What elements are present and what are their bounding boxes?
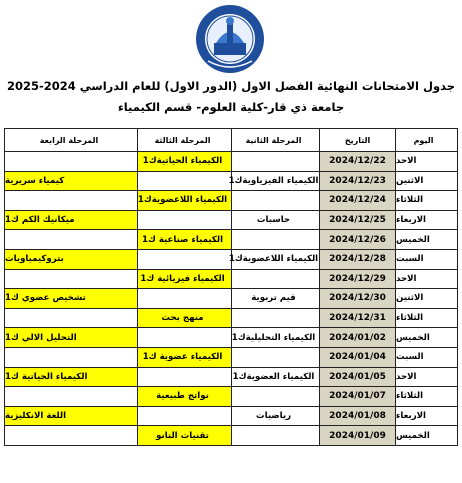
cell-second-stage [232,309,320,329]
cell-date: 2024/12/24 [320,191,396,211]
cell-second-stage [232,152,320,172]
cell-fourth-stage: ميكانيك الكم ك1 [4,211,138,231]
cell-day: السبت [396,348,458,368]
cell-second-stage [232,426,320,446]
cell-third-stage: الكيمياء فيزيائية ك1 [138,270,232,290]
cell-fourth-stage [4,230,138,250]
table-row [4,368,458,388]
table-header-row [4,128,458,152]
cell-date: 2024/12/30 [320,289,396,309]
university-department-subtitle: جامعة ذي قار-كلية العلوم- قسم الكيمياء [117,100,345,114]
cell-fourth-stage [4,191,138,211]
schedule-title: جدول الامتحانات النهائية الفصل الاول (الدور الاول) للعام الدراسي 2024-2025 [6,79,456,93]
cell-date: 2024/12/29 [320,270,396,290]
cell-fourth-stage: التحليل الالي ك1 [4,328,138,348]
cell-second-stage: الكيمياء العضويةك1 [232,368,320,388]
header-day: اليوم [396,128,458,152]
header-second-stage: المرحلة الثانية [232,128,320,152]
cell-day: الخميس [396,328,458,348]
cell-second-stage [232,191,320,211]
cell-third-stage [138,211,232,231]
cell-date: 2024/12/26 [320,230,396,250]
header-third-stage: المرحلة الثالثة [138,128,232,152]
table-row [4,250,458,270]
cell-third-stage: نواتج طبيعية [138,387,232,407]
cell-date: 2024/01/04 [320,348,396,368]
table-row [4,328,458,348]
table-row [4,289,458,309]
cell-third-stage: الكيمياء عضوية ك1 [138,348,232,368]
cell-date: 2024/12/31 [320,309,396,329]
cell-second-stage: حاسبات [232,211,320,231]
cell-fourth-stage [4,152,138,172]
cell-second-stage [232,348,320,368]
cell-fourth-stage [4,270,138,290]
cell-day: الاثنين [396,289,458,309]
cell-date: 2024/12/25 [320,211,396,231]
university-logo [186,3,274,76]
table-row [4,152,458,172]
cell-second-stage [232,270,320,290]
cell-fourth-stage: بتروكيمياويات [4,250,138,270]
cell-day: الثلاثاء [396,309,458,329]
cell-third-stage [138,368,232,388]
cell-second-stage: الكيمياء التحليليةك1 [232,328,320,348]
table-row [4,309,458,329]
table-row [4,270,458,290]
cell-day: الاثنين [396,172,458,192]
cell-third-stage: الكيمياء صناعية ك1 [138,230,232,250]
cell-third-stage [138,250,232,270]
cell-second-stage [232,230,320,250]
cell-second-stage: الكيمياء اللاعضويةك1 [232,250,320,270]
cell-fourth-stage: تشخيص عضوي ك1 [4,289,138,309]
cell-date: 2024/12/23 [320,172,396,192]
cell-day: الخميس [396,426,458,446]
table-row [4,230,458,250]
cell-third-stage [138,407,232,427]
cell-day: الاحد [396,270,458,290]
cell-date: 2024/01/07 [320,387,396,407]
cell-day: الثلاثاء [396,387,458,407]
cell-day: الاربعاء [396,211,458,231]
table-row [4,426,458,446]
cell-date: 2024/01/05 [320,368,396,388]
cell-second-stage: الكيمياء الفيزياويةك1 [232,172,320,192]
cell-day: الخميس [396,230,458,250]
cell-third-stage [138,289,232,309]
cell-fourth-stage [4,348,138,368]
table-row [4,211,458,231]
cell-day: السبت [396,250,458,270]
cell-third-stage [138,328,232,348]
cell-fourth-stage [4,426,138,446]
cell-day: الاحد [396,152,458,172]
table-row [4,407,458,427]
cell-date: 2024/01/09 [320,426,396,446]
exam-schedule-table [4,128,458,446]
cell-date: 2024/12/28 [320,250,396,270]
cell-fourth-stage [4,387,138,407]
cell-date: 2024/01/08 [320,407,396,427]
table-row [4,191,458,211]
cell-third-stage: منهج بحث [138,309,232,329]
cell-fourth-stage: كيمياء سريرية [4,172,138,192]
cell-day: الاحد [396,368,458,388]
table-row [4,172,458,192]
cell-second-stage [232,387,320,407]
cell-date: 2024/12/22 [320,152,396,172]
cell-third-stage: الكيمياء اللاعضويةك1 [138,191,232,211]
cell-day: الثلاثاء [396,191,458,211]
table-row [4,387,458,407]
cell-day: الاربعاء [396,407,458,427]
cell-third-stage [138,172,232,192]
cell-third-stage: الكيمياء الحياتيةك1 [138,152,232,172]
table-row [4,348,458,368]
cell-second-stage: قيم تربوية [232,289,320,309]
cell-date: 2024/01/02 [320,328,396,348]
cell-fourth-stage: الكيمياء الحياتية ك1 [4,368,138,388]
header-date: التاريخ [320,128,396,152]
cell-fourth-stage [4,309,138,329]
cell-third-stage: تقنيات النانو [138,426,232,446]
cell-fourth-stage: اللغة الانكليزية [4,407,138,427]
cell-second-stage: رياضيات [232,407,320,427]
header-fourth-stage: المرحلة الرابعة [4,128,138,152]
